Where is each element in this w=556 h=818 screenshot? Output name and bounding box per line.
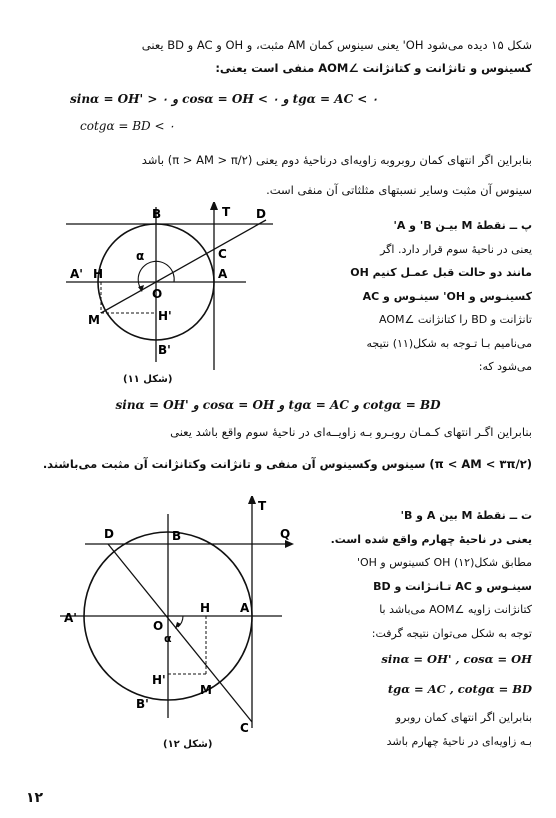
- radius-line: [108, 544, 252, 722]
- formula-quadrant4-a: sinα = OH' , cosα = OH: [381, 652, 532, 666]
- radius-line: [101, 220, 266, 313]
- label-H-prime: H': [152, 673, 166, 687]
- section-b-line-2: یعنی در ناحیهٔ سوم قرار دارد. اگر: [380, 242, 532, 256]
- label-B: B: [172, 529, 182, 543]
- label-B: B: [152, 207, 162, 221]
- para3-line-1: بنابراین اگـر انتهای کـمـان روبـرو بـه زاویــه‌ای در ناحیهٔ سوم واقع باشد یعنی: [170, 425, 532, 439]
- section-t-end: [318, 706, 532, 754]
- section-t-line-5: کتانژانت زاویه ∠AOM می‌باشد با: [379, 603, 532, 616]
- label-H: H: [200, 601, 211, 615]
- label-C: C: [218, 247, 227, 261]
- label-M: M: [88, 313, 100, 327]
- section-t-text: [318, 504, 532, 645]
- label-A-prime: A': [64, 611, 77, 625]
- section-t-end-line-1: بنابراین اگر انتهای کمان روبرو: [395, 711, 532, 724]
- label-O: O: [152, 287, 163, 301]
- figure-12-caption: (شکل ۱۲): [163, 739, 213, 750]
- label-D: D: [104, 527, 114, 541]
- section-b-text: [318, 214, 532, 379]
- section-t-line-4: سینـوس و AC تـانـژانت و BD: [373, 579, 532, 593]
- formula-quadrant3: sinα = OH' و cosα = OH و tgα = AC و cotgα = BD: [115, 398, 441, 412]
- section-b-line-1: پ ــ نقطهٔ M بیـن B' و A': [393, 219, 532, 232]
- para2-line-2: سینوس آن مثبت وسایر نسبتهای مثلثاتی آن منفی است.: [266, 183, 532, 197]
- section-b-line-6: می‌نامیم بـا تـوجه به شکل(۱۱) نتیجه: [366, 336, 532, 350]
- figure-12: [40, 496, 300, 746]
- label-A: A: [240, 601, 250, 615]
- label-H: H: [93, 267, 104, 281]
- page-number: ۱۲: [26, 790, 44, 806]
- section-t-end-line-2: بـه زاویه‌ای در ناحیهٔ چهارم باشد: [386, 735, 532, 748]
- para2-line-1: بنابراین اگر انتهای کمان روبروبه زاویه‌ای درناحیهٔ دوم یعنی (π > AM > π/۲) باشد: [141, 153, 532, 167]
- section-t-line-1: ت ــ نقطهٔ M بین A و B': [400, 509, 532, 522]
- label-B-prime: B': [136, 697, 149, 711]
- label-alpha: α: [164, 632, 172, 645]
- para3-line-2: (π < AM < ۳π/۲) سینوس وکسینوس آن منفی و تانژانت وکتانژانت آن مثبت می‌باشند.: [42, 457, 532, 471]
- label-T: T: [258, 499, 267, 513]
- section-t-line-6: توجه به شکل می‌توان نتیجه گرفت:: [371, 626, 532, 640]
- section-b-line-7: می‌شود که:: [478, 360, 532, 373]
- label-Q: Q: [280, 527, 291, 541]
- label-O: O: [153, 619, 164, 633]
- label-C: C: [240, 721, 249, 735]
- label-H-prime: H': [158, 309, 172, 323]
- label-alpha: α: [136, 249, 145, 263]
- formula-quadrant2-b: cotgα = BD < ۰: [80, 119, 175, 133]
- para1-line-1: شکل ۱۵ دیده می‌شود OH' یعنی سینوس کمان AM مثبت، و OH و AC و BD یعنی: [141, 38, 532, 52]
- section-b-line-3: مانند دو حالت قبل عمـل کنیم OH: [350, 266, 532, 279]
- label-A-prime: A': [70, 267, 83, 281]
- formula-quadrant2-a: sinα = OH' > ۰ و cosα = OH < ۰ و tgα = AC < ۰: [70, 92, 378, 106]
- para1-line-2: کسینوس و تانژانت و کتانژانت ∠AOM منفی است یعنی:: [215, 61, 532, 75]
- section-t-line-2: یعنی در ناحیهٔ چهارم واقع شده است.: [330, 532, 532, 546]
- label-T: T: [222, 205, 231, 219]
- label-D: D: [256, 207, 266, 221]
- figure-11-caption: (شکل ۱۱): [123, 374, 173, 385]
- figure-11: [58, 202, 288, 397]
- formula-quadrant4-b: tgα = AC , cotgα = BD: [387, 682, 532, 696]
- section-t-line-3: مطابق شکل(۱۲) OH کسینوس و OH': [356, 556, 532, 569]
- label-M: M: [200, 683, 212, 697]
- label-A: A: [218, 267, 228, 281]
- section-b-line-4: کسینـوس و OH' سینـوس و AC: [362, 289, 532, 303]
- label-B-prime: B': [158, 343, 171, 357]
- section-b-line-5: تانژانت و BD را کتانژانت ∠AOM: [379, 313, 532, 326]
